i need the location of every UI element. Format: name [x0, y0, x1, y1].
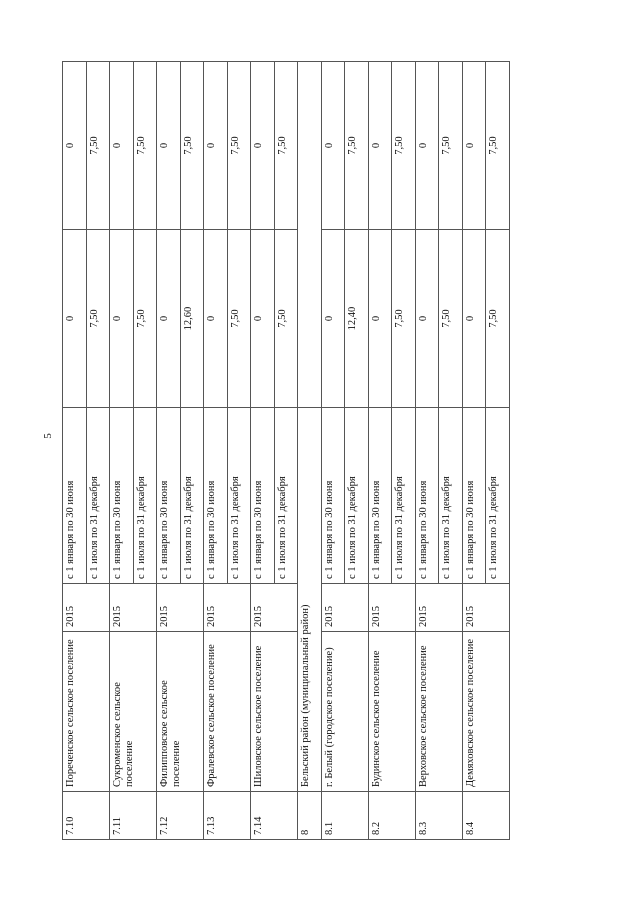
tariff-value-1: 0 — [462, 230, 486, 408]
settlement-name: Верховское сельское поселение — [415, 632, 462, 792]
row-number: 8.2 — [368, 792, 415, 840]
table-row — [368, 62, 392, 840]
year-cell: 2015 — [63, 584, 110, 632]
period-cell: с 1 января по 30 июня — [462, 408, 486, 584]
period-cell: с 1 июля по 31 декабря — [439, 408, 463, 584]
tariff-value-1: 0 — [110, 230, 134, 408]
year-cell: 2015 — [368, 584, 415, 632]
row-number: 7.10 — [63, 792, 110, 840]
section-row — [298, 62, 322, 840]
period-cell: с 1 июля по 31 декабря — [133, 408, 157, 584]
table-row — [110, 62, 134, 840]
year-cell: 2015 — [415, 584, 462, 632]
period-cell: с 1 июля по 31 декабря — [274, 408, 298, 584]
tariff-value-1: 7,50 — [439, 230, 463, 408]
tariff-value-1: 7,50 — [486, 230, 510, 408]
tariff-value-1: 7,50 — [133, 230, 157, 408]
section-title: Бельский район (муниципальный район) — [298, 408, 322, 792]
table-body — [63, 62, 510, 840]
settlement-name: Филипповское сельское поселение — [157, 632, 204, 792]
table-row — [321, 62, 345, 840]
period-cell: с 1 июля по 31 декабря — [180, 408, 204, 584]
tariff-value-1: 7,50 — [274, 230, 298, 408]
tariff-value-2: 7,50 — [345, 62, 369, 230]
period-cell: с 1 января по 30 июня — [157, 408, 181, 584]
tariff-value-2: 0 — [63, 62, 87, 230]
tariff-value-2: 7,50 — [486, 62, 510, 230]
settlement-name: Демяховское сельское поселение — [462, 632, 509, 792]
row-number: 7.12 — [157, 792, 204, 840]
row-number: 8.4 — [462, 792, 509, 840]
period-cell: с 1 января по 30 июня — [204, 408, 228, 584]
settlement-name: Будинское сельское поселение — [368, 632, 415, 792]
settlement-name: Пореченское сельское поселение — [63, 632, 110, 792]
settlement-name: г. Белый (городское поселение) — [321, 632, 368, 792]
period-cell: с 1 июля по 31 декабря — [392, 408, 416, 584]
settlement-name: Шиловское сельское поселение — [251, 632, 298, 792]
settlement-name: Сукроменское сельское поселение — [110, 632, 157, 792]
year-cell: 2015 — [204, 584, 251, 632]
tariff-value-1: 0 — [63, 230, 87, 408]
tariff-value-2: 0 — [157, 62, 181, 230]
rotated-page-content — [62, 62, 580, 840]
row-number: 7.11 — [110, 792, 157, 840]
tariff-value-1: 12,60 — [180, 230, 204, 408]
table-row — [462, 62, 486, 840]
tariff-value-2: 0 — [415, 62, 439, 230]
year-cell: 2015 — [462, 584, 509, 632]
tariff-value-1: 0 — [368, 230, 392, 408]
tariff-value-2: 7,50 — [439, 62, 463, 230]
period-cell: с 1 июля по 31 декабря — [486, 408, 510, 584]
tariff-value-2: 0 — [462, 62, 486, 230]
empty-cell — [298, 62, 322, 230]
tariff-value-2: 0 — [204, 62, 228, 230]
tariff-value-2: 7,50 — [180, 62, 204, 230]
tariff-value-1: 0 — [251, 230, 275, 408]
tariff-value-2: 0 — [368, 62, 392, 230]
row-number: 8.1 — [321, 792, 368, 840]
settlement-name: Фралевское сельское поселение — [204, 632, 251, 792]
table-row — [63, 62, 87, 840]
tariff-value-1: 0 — [157, 230, 181, 408]
row-number: 7.14 — [251, 792, 298, 840]
period-cell: с 1 июля по 31 декабря — [227, 408, 251, 584]
period-cell: с 1 января по 30 июня — [368, 408, 392, 584]
table-row — [157, 62, 181, 840]
row-number: 7.13 — [204, 792, 251, 840]
tariff-value-1: 7,50 — [86, 230, 110, 408]
tariff-value-2: 7,50 — [133, 62, 157, 230]
year-cell: 2015 — [251, 584, 298, 632]
tariff-value-2: 0 — [251, 62, 275, 230]
row-number: 8 — [298, 792, 322, 840]
year-cell: 2015 — [110, 584, 157, 632]
table-row — [204, 62, 228, 840]
tariff-value-1: 0 — [204, 230, 228, 408]
tariff-value-2: 7,50 — [227, 62, 251, 230]
year-cell: 2015 — [321, 584, 368, 632]
table-row — [415, 62, 439, 840]
table-row — [251, 62, 275, 840]
tariff-value-1: 7,50 — [227, 230, 251, 408]
page-number: 5 — [42, 433, 54, 439]
tariff-value-1: 12,40 — [345, 230, 369, 408]
period-cell: с 1 января по 30 июня — [63, 408, 87, 584]
period-cell: с 1 января по 30 июня — [110, 408, 134, 584]
period-cell: с 1 января по 30 июня — [321, 408, 345, 584]
tariff-value-2: 0 — [110, 62, 134, 230]
tariff-value-1: 7,50 — [392, 230, 416, 408]
tariff-value-1: 0 — [321, 230, 345, 408]
empty-cell — [298, 230, 322, 408]
period-cell: с 1 января по 30 июня — [415, 408, 439, 584]
tariff-value-2: 0 — [321, 62, 345, 230]
period-cell: с 1 января по 30 июня — [251, 408, 275, 584]
tariff-value-2: 7,50 — [86, 62, 110, 230]
tariff-value-2: 7,50 — [392, 62, 416, 230]
row-number: 8.3 — [415, 792, 462, 840]
tariff-value-2: 7,50 — [274, 62, 298, 230]
period-cell: с 1 июля по 31 декабря — [345, 408, 369, 584]
year-cell: 2015 — [157, 584, 204, 632]
tariff-value-1: 0 — [415, 230, 439, 408]
period-cell: с 1 июля по 31 декабря — [86, 408, 110, 584]
tariff-table — [62, 61, 510, 840]
